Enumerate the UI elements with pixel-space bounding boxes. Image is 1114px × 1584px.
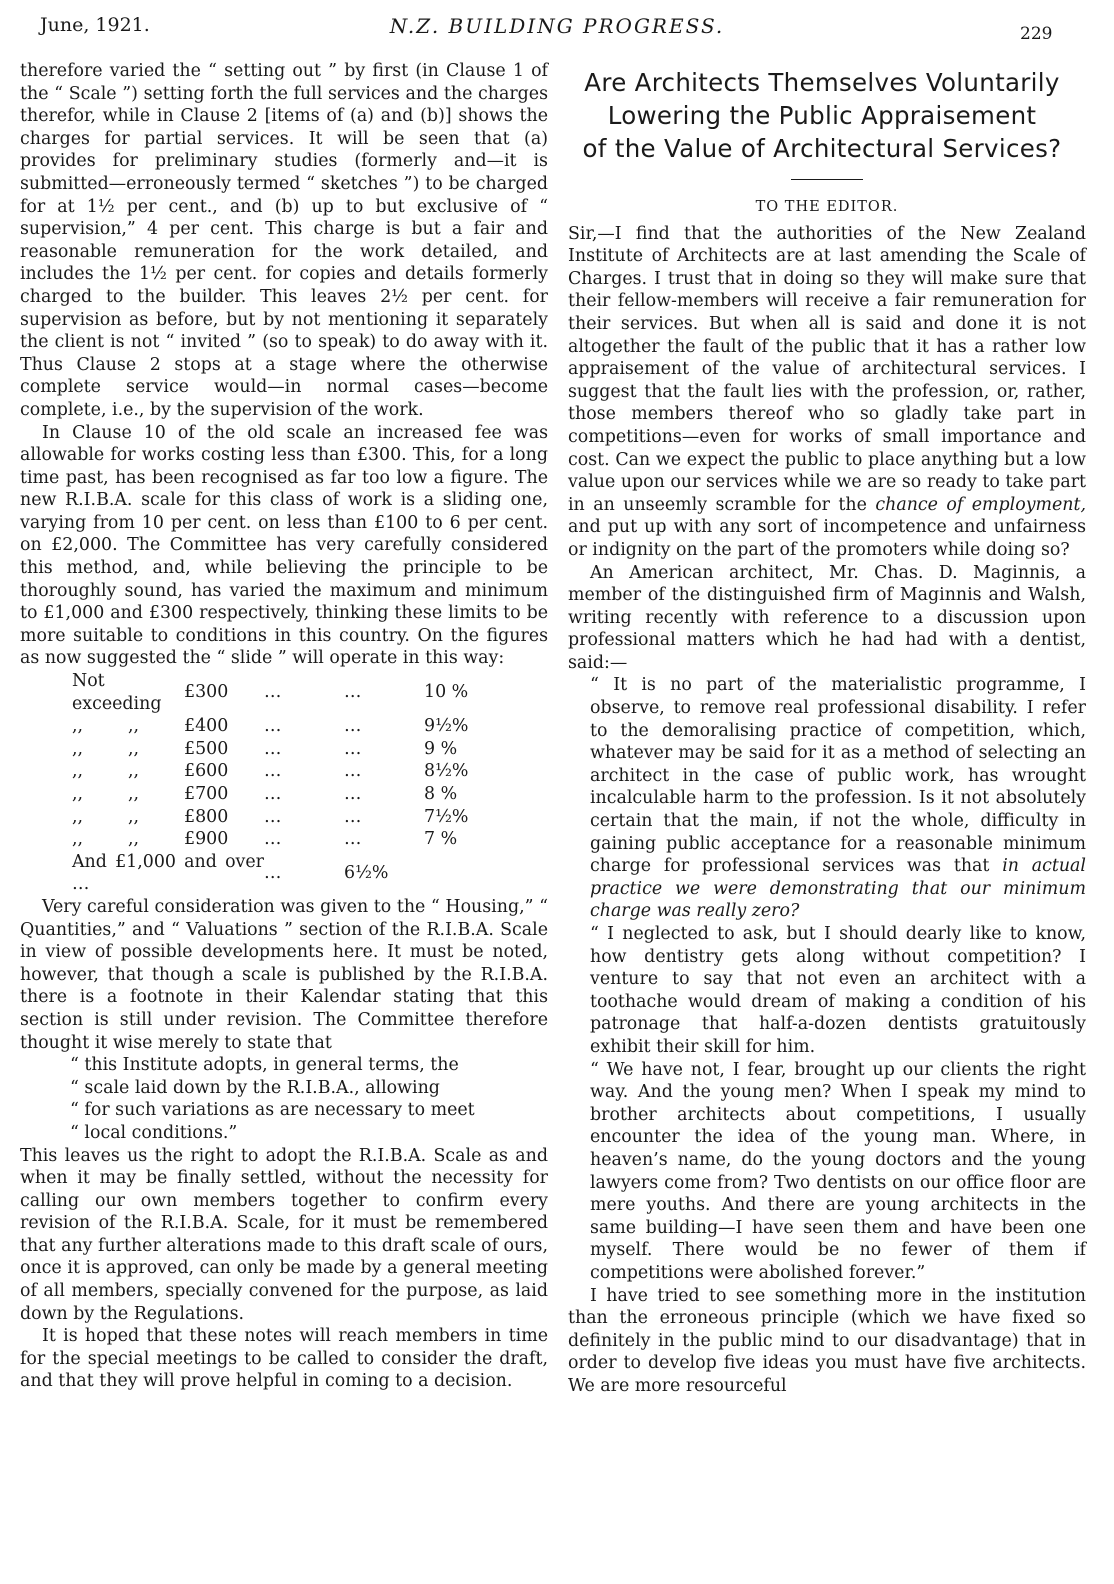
fee-ditto: ,, <box>128 716 140 737</box>
quote-text: “ It is no part of the materialistic programme, I observe, to remove real professional disability. I refer to the demoralising practice of competition, which, whatever may be said for it as a method of selecting an architect in the case of public work, has wrought incalculable harm to the profession. Is it not absolutely certain that the main, if not the whole, difficulty in gaining public acceptance for a reasonable minimum charge for professional services was that <box>590 675 1086 877</box>
quote-paragraph: “ We have not, I fear, brought up our clients the right way. And the young men? When I speak my mind to brother architects about competitions, I usually encounter the idea of the young man. Where, in heaven’s name, do the young doctors and the young lawyers come from? Two dentists on our office floor are mere youths. And there are young architects in the same building—I have seen them and have been one myself. There would be no fewer of them if competitions were abolished forever.” <box>590 1059 1086 1283</box>
fee-row <box>72 806 484 829</box>
letter-text: and put up with any sort of incompetence and unfairness or indignity on the part of the promoters while doing so? <box>568 517 1086 560</box>
fee-ditto: ,, <box>128 761 140 782</box>
quote-line: “ local conditions.” <box>70 1122 238 1143</box>
fee-dots: … <box>344 829 362 850</box>
title-line: of the Value of Architectural Services? <box>582 134 1062 163</box>
emphasis-text: chance of employment, <box>875 494 1087 515</box>
journal-title: N.Z. BUILDING PROGRESS. <box>389 14 725 38</box>
fee-rate: 8½% <box>424 761 469 782</box>
paragraph: In Clause 10 of the old scale an increased fee was allowable for works costing less than £300. This, for a long time past, has been recognised as far too low a figure. The new R.I.B.A. scale for this class of work is a sliding one, varying from 10 per cent. on less than £100 to 6 per cent. on £2,000. The Committee has very carefully considered this method, and, while believing the principle to be thoroughly sound, has varied the maximum and minimum to £1,000 and £300 respectively, thinking these limits to be more suitable to conditions in this country. On the figures as now suggested the “ slide ” will operate in this way: <box>20 422 548 669</box>
fee-rate: 9 % <box>424 738 458 759</box>
letter-paragraph: An American architect, Mr. Chas. D. Maginnis, a member of the distinguished firm of Maginnis and Walsh, writing recently with reference to a discussion upon professional matters which he had had with a dentist, said:— <box>568 562 1086 673</box>
fee-ditto: ,, <box>72 716 84 737</box>
fee-dots: … <box>344 806 362 827</box>
letter-paragraph <box>568 223 1086 562</box>
fee-dots: … <box>264 784 282 804</box>
article-title <box>558 66 1086 165</box>
fee-dots: … <box>264 761 282 782</box>
title-divider <box>791 179 863 180</box>
fee-dots: … <box>344 738 362 759</box>
quote-paragraph: “ I neglected to ask, but I should dearly like to know, how dentistry gets along without competition? I venture to say that not even an architect with a toothache would dream of making a condition of his patronage that half-a-dozen dentists gratuitously exhibit their skill for him. <box>590 924 1086 1057</box>
to-the-editor: TO THE EDITOR. <box>755 199 899 215</box>
fee-rate: 7 % <box>424 829 458 850</box>
emphasis-text: in actual practice we were demonstrating that our minimum charge was really zero? <box>590 856 1086 922</box>
fee-row <box>72 670 484 715</box>
fee-ditto: ,, <box>72 738 84 759</box>
paragraph: It is hoped that these notes will reach members in time for the special meetings to be called to consider the draft, and that they will prove helpful in coming to a decision. <box>20 1326 548 1392</box>
fee-ditto: ,, <box>128 806 140 827</box>
fee-dots: … <box>264 682 282 703</box>
fee-ditto: ,, <box>72 784 84 804</box>
fee-amount: £900 <box>184 829 229 850</box>
page-header <box>0 0 1114 60</box>
fee-ditto: ,, <box>72 761 84 782</box>
fee-ditto: ,, <box>72 829 84 850</box>
quoted-resolution <box>70 1054 548 1144</box>
fee-dots: … <box>264 806 282 827</box>
fee-row <box>72 783 484 806</box>
fee-ditto: ,, <box>128 738 140 759</box>
fee-row-final <box>72 851 484 896</box>
fee-rate: 10 % <box>424 682 469 703</box>
fee-amount: £300 <box>184 682 229 703</box>
fee-row <box>72 760 484 783</box>
quote-paragraph <box>568 674 1086 923</box>
fee-ditto: ,, <box>72 806 84 827</box>
fee-amount: £600 <box>184 761 229 782</box>
paragraph: This leaves us the right to adopt the R.I.B.A. Scale as and when it may be finally settled, without the necessity for calling our own members together to confirm every revision of the R.I.B.A. Scale, for it must be remembered that any further alterations made to this draft scale of ours, once it is approved, can only be made by a general meeting of all members, specially convened for the purpose, as laid down by the Regulations. <box>20 1145 548 1324</box>
left-column <box>20 60 548 1393</box>
page-number: 229 <box>1020 24 1053 44</box>
quote-line: “ scale laid down by the R.I.B.A., allowing <box>70 1077 440 1098</box>
title-line: Lowering the Public Appraisement <box>607 101 1037 130</box>
fee-rate: 6½% <box>344 863 389 884</box>
fee-dots: … <box>344 682 362 703</box>
fee-row <box>72 738 484 761</box>
fee-rate: 9½% <box>424 716 469 737</box>
fee-dots: … <box>264 738 282 759</box>
fee-dots: … <box>264 829 282 850</box>
fee-dots: … <box>344 716 362 737</box>
fee-dots: … <box>344 784 362 804</box>
fee-rate: 7½% <box>424 806 469 827</box>
fee-scale-table <box>72 670 484 896</box>
quote-line: “ for such variations as are necessary to meet <box>70 1100 475 1121</box>
paragraph: therefore varied the “ setting out ” by first (in Clause 1 of the “ Scale ”) setting forth the full services and the charges therefor, while in Clause 2 [items of (a) and (b)] shows the charges for partial services. It will be seen that (a) provides for preliminary studies (formerly and—it is submitted—erroneously termed “ sketches ”) to be charged for at 1½ per cent., and (b) up to but exclusive of “ supervision,” 4 per cent. This charge is but a fair and reasonable remuneration for the work detailed, and includes the 1½ per cent. for copies and details formerly charged to the builder. This leaves 2½ per cent. for supervision as before, but by not mentioning it separately the client is not “ invited ” (so to speak) to do away with it. Thus Clause 2 stops at a stage where the otherwise complete service would—in normal cases—become complete, i.e., by the supervision of the work. <box>20 61 548 420</box>
fee-dots: … <box>264 863 282 884</box>
fee-amount: £700 <box>184 784 229 804</box>
fee-row <box>72 715 484 738</box>
fee-ditto: ,, <box>128 784 140 804</box>
fee-ditto: ,, <box>128 829 140 850</box>
fee-amount: £500 <box>184 738 229 759</box>
fee-label: Not exceeding <box>72 671 162 714</box>
fee-rate: 8 % <box>424 784 458 804</box>
fee-last-label: And £1,000 and over … <box>72 851 264 895</box>
fee-amount: £800 <box>184 806 229 827</box>
fee-dots: … <box>264 716 282 737</box>
paragraph: Very careful consideration was given to the “ Housing,” “ Quantities,” and “ Valuations ” section of the R.I.B.A. Scale in view of possible developments here. It must be noted, however, that though a scale is published by the R.I.B.A. there is a footnote in their Kalendar stating that this section is still under revision. The Committee therefore thought it wise merely to state that <box>20 896 548 1053</box>
letter-paragraph: I have tried to see something more in the institution than the erroneous principle (which we have fixed so definitely in the public mind to our disadvantage) that in order to develop five ideas you must have five architects. We are more resourceful <box>568 1285 1086 1396</box>
quote-line: “ this Institute adopts, in general terms, the <box>70 1055 459 1076</box>
fee-row <box>72 828 484 851</box>
issue-date: June, 1921. <box>40 14 150 36</box>
fee-dots: … <box>344 761 362 782</box>
letter-text: Sir,—I find that the authorities of the New Zealand Institute of Architects are at last amending the Scale of Charges. I trust that in doing so they will make sure that their fellow-members will receive a fair remuneration for their services. But when all is said and done it is not altogether the fault of the public that it has a rather low appraisement of the value of architectural services. I suggest that the fault lies with the profession, or, rather, those members thereof who so gladly take part in competitions—even for works of small importance and cost. Can we expect the public to place anything but a low value upon our services while we are so ready to take part in an unseemly scramble for the <box>568 223 1086 515</box>
title-line: Are Architects Themselves Voluntarily <box>584 68 1060 97</box>
fee-amount: £400 <box>184 716 229 737</box>
right-column <box>568 60 1086 1397</box>
